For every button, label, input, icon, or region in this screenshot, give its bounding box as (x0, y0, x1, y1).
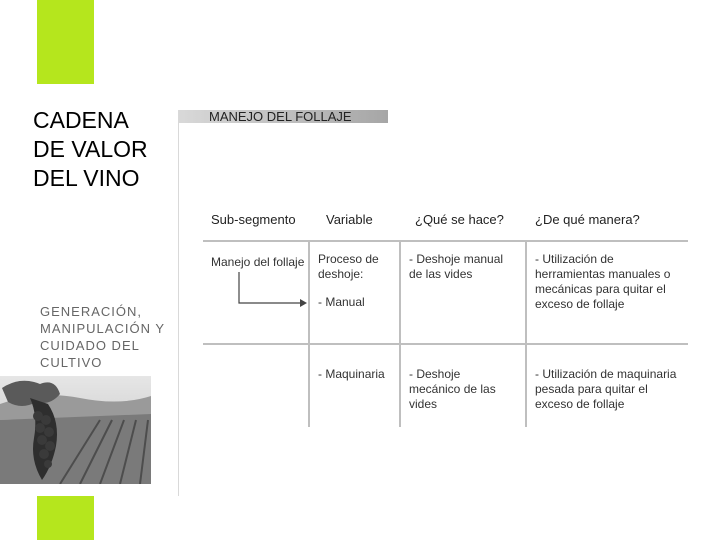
title-line-2: DE VALOR (33, 136, 148, 162)
column-header-variable: Variable (326, 212, 373, 227)
cell-variable-title: Proceso de deshoje: (318, 252, 379, 281)
cell-variable-machine: - Maquinaria (318, 367, 385, 381)
column-header-what: ¿Qué se hace? (415, 212, 504, 227)
cell-what-manual: - Deshoje manual de las vides (409, 252, 504, 281)
section-label: GENERACIÓN, MANIPULACIÓN Y CUIDADO DEL CULTIVO (40, 304, 165, 370)
column-header-how: ¿De qué manera? (535, 212, 640, 227)
cell-what-machine: - Deshoje mecánico de las vides (409, 367, 496, 411)
title-line-1: CADENA (33, 107, 129, 133)
cell-subsegment: Manejo del follaje (211, 255, 305, 269)
cell-variable-manual: - Manual (318, 295, 365, 309)
section-header: MANEJO DEL FOLLAJE (209, 109, 352, 124)
column-header-subsegment: Sub-segmento (211, 212, 296, 227)
cell-how-machine: - Utilización de maquinaria pesada para quitar el exceso de follaje (535, 367, 677, 411)
title-line-3: DEL VINO (33, 165, 140, 191)
cell-how-manual: - Utilización de herramientas manuales o mecánicas para quitar el exceso de follaje (535, 252, 671, 311)
